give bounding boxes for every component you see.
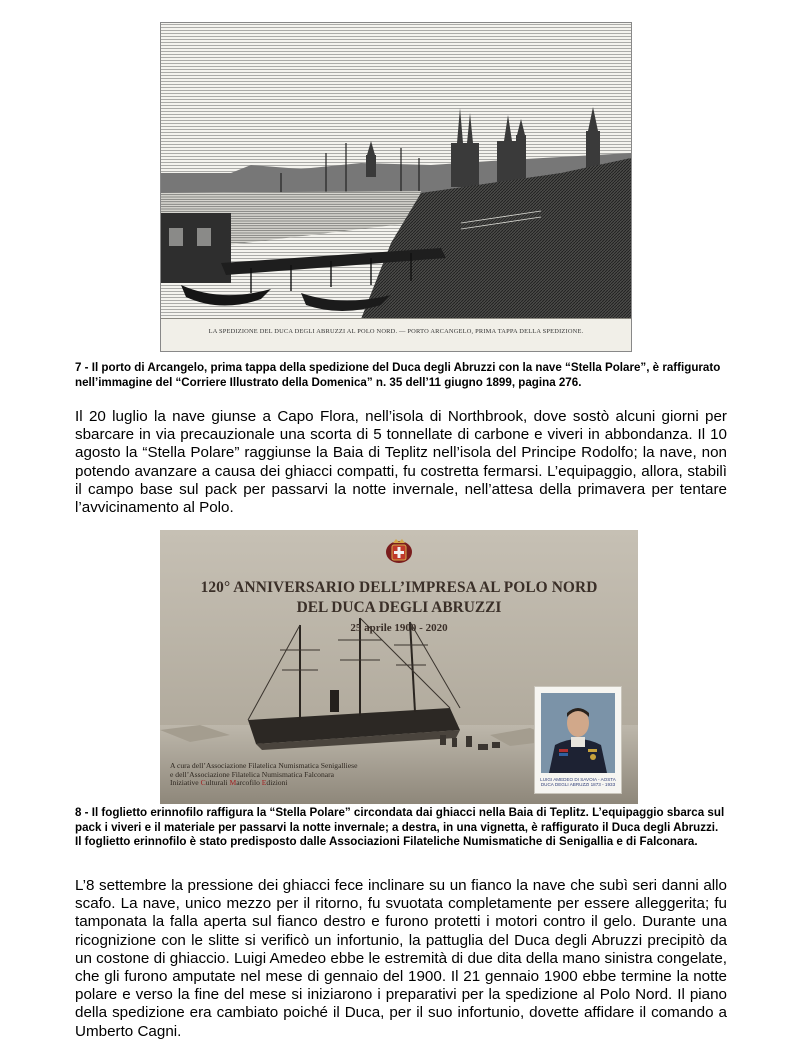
arcangelo-engraving bbox=[160, 22, 632, 352]
credit-initial-c: C bbox=[200, 778, 206, 788]
credit-initial-m: M bbox=[229, 778, 237, 788]
credit-prefix: Iniziative bbox=[170, 778, 201, 788]
engraving-illustration bbox=[161, 23, 631, 319]
credit-line-3 bbox=[170, 779, 357, 788]
sheet-date: 25 aprile 1900 - 2020 bbox=[350, 622, 448, 634]
portrait-illustration bbox=[541, 693, 615, 773]
vignette-caption bbox=[535, 777, 621, 788]
sheet-credits bbox=[170, 762, 357, 788]
vignette-name: LUIGI AMEDEO DI SAVOIA - AOSTA bbox=[540, 777, 616, 782]
souvenir-sheet bbox=[160, 530, 638, 804]
credit-mid-2: arcofilo bbox=[236, 778, 262, 788]
sheet-title-line-1: 120° ANNIVERSARIO DELL’IMPRESA AL POLO NORD bbox=[200, 579, 598, 596]
credit-initial-e: E bbox=[261, 778, 267, 788]
credit-mid-1: ulturali bbox=[205, 778, 230, 788]
credit-suffix: dizioni bbox=[266, 778, 288, 788]
body-paragraph-1: Il 20 luglio la nave giunse a Capo Flora, nell’isola di Northbrook, dove sostò alcuni giorni per sbarcare in via precauzionale una scorta di 5 tonnellate di carbone e viveri in abbondanza. Il 10 agosto la “Stella Polare” raggiunse la Baia di Teplitz nell’isola del Principe Rodolfo; la nave, non potendo avanzare a causa dei ghiacci compatti, fu costretta fermarsi. L’equipaggio, allora, stabilì il campo base sul pack per passarvi la notte invernale, nell’attesa della primavera per tentare l’avvicinamento al Polo. bbox=[75, 408, 727, 517]
body-paragraph-2: L’8 settembre la pressione dei ghiacci fece inclinare su un fianco la nave che subì seri danni allo scafo. La nave, unico mezzo per il ritorno, fu svuotata completamente per essere alleggerita; fu tamponata la falla aperta sul fianco destro e furono protetti i motori contro il gelo. Durante una ricognizione con le slitte si verificò un infortunio, la pattuglia del Duca degli Abruzzi precipitò da un costone di ghiaccio. Luigi Amedeo ebbe le estremità di due dita della mano sinistra congelate, che gli furono amputate nel mese di gennaio del 1900. Il 21 gennaio 1900 ebbe termine la notte polare e verso la fine del mese si iniziarono i preparativi per la spedizione al Polo Nord. Il piano della spedizione era cambiato poiché il Duca, per il suo infortunio, dovette affidare il comando a Umberto Cagni. bbox=[75, 877, 727, 1040]
sheet-title-line-2: DEL DUCA DEGLI ABRUZZI bbox=[296, 599, 502, 616]
duke-portrait bbox=[541, 693, 615, 773]
credit-line-2: e dell’Associazione Filatelica Numismatica Falconara bbox=[170, 769, 335, 779]
duke-vignette bbox=[534, 686, 622, 794]
figure-8-caption: 8 - Il foglietto erinnofilo raffigura la “Stella Polare” circondata dai ghiacci nella Baia di Teplitz. L’equipaggio sbarca sul pack i viveri e il materiale per passarvi la notte invernale; a destra, in una vignetta, è raffigurato il Duca degli Abruzzi. Il foglietto erinnofilo è stato predisposto dalle Associazioni Filateliche Numismatiche di Senigallia e di Falconara. bbox=[75, 806, 725, 849]
vignette-title: DUCA DEGLI ABRUZZI 1873 - 1933 bbox=[540, 782, 616, 788]
figure-7-caption: 7 - Il porto di Arcangelo, prima tappa della spedizione del Duca degli Abruzzi con la nave “Stella Polare”, è raffigurato nell’immagine del “Corriere Illustrato della Domenica” n. 35 dell’11 giugno 1899, pagina 276. bbox=[75, 361, 721, 389]
engraving-caption-strip bbox=[161, 318, 631, 351]
credit-line-1: A cura dell’Associazione Filatelica Numismatica Senigalliese bbox=[170, 761, 358, 770]
engraving-caption: LA SPEDIZIONE DEL DUCA DEGLI ABRUZZI AL POLO NORD. — PORTO ARCANGELO, PRIMA TAPPA DELLA SPEDIZIONE. bbox=[208, 328, 584, 335]
